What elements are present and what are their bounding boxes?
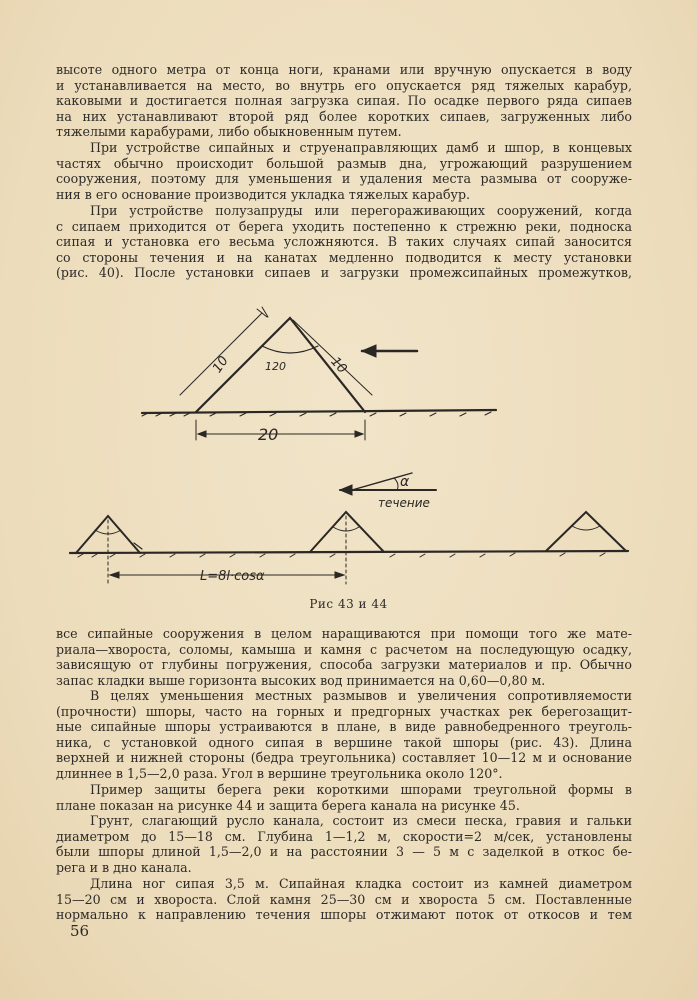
label-angle: 120: [265, 360, 286, 373]
text-line: ния в его основание производится укладка тяжелых карабур.: [56, 186, 471, 202]
label-formula: L=8l·cosα: [200, 569, 265, 584]
text-line: риала—хвороста, соломы, камыша и камня с расчетом на последующую осадку,: [56, 641, 632, 657]
text-line: Длина ног сипая 3,5 м. Сипайная кладка состоит из камней диаметром: [90, 876, 632, 891]
label-side-left: 10: [209, 353, 232, 376]
text-line: 15—20 см и хвороста. Слой камня 25—30 см и хвороста 5 см. Поставленные: [56, 891, 632, 907]
text-line: сипая и установка его весьма усложняются. В таких случаях сипай заносится: [56, 234, 632, 250]
text-line: зависящую от глубины погружения, способа загрузки материалов и пр. Обычно: [56, 657, 632, 673]
text-line: рега и в дно канала.: [56, 859, 192, 875]
text-line: высоте одного метра от конца ноги, кранами или вручную опускается в воду: [56, 62, 632, 77]
paragraph-8: [56, 876, 632, 923]
text-line: ника, с установкой одного сипая в вершине такой шпоры (рис. 43). Длина: [56, 734, 632, 750]
text-line: Пример защиты берега реки короткими шпорами треугольной формы в: [90, 782, 632, 797]
text-line: сооружения, поэтому для уменьшения и удаления места размыва от сооруже-: [56, 171, 632, 187]
paragraph-7: [56, 813, 632, 875]
text-line: тяжелыми карабурами, либо обыкновенным путем.: [56, 124, 402, 140]
text-line: В целях уменьшения местных размывов и увеличения сопротивляемости: [90, 688, 632, 703]
text-line: При устройстве полузапруды или перегораживающих сооружений, когда: [90, 203, 632, 218]
text-line: со стороны течения и на канатах медленно подводится к месту установки: [56, 249, 632, 265]
canal-bank-line: [70, 551, 628, 553]
text-line: ные сипайные шпоры устраиваются в плане, в виде равнобедренного треуголь-: [56, 719, 632, 735]
page-number: 56: [70, 922, 90, 940]
text-line: нормально к направлению течения шпоры отжимают поток от откосов и тем: [56, 907, 632, 923]
paragraph-4: [56, 626, 632, 688]
text-line: длиннее в 1,5—2,0 раза. Угол в вершине треугольника около 120°.: [56, 765, 503, 781]
text-line: на них устанавливают второй ряд более коротких сипаев, загруженных либо: [56, 108, 632, 124]
figure-caption: Рис 43 и 44: [309, 597, 388, 611]
text-line: верхней и нижней стороны (бедра треугольника) составляет 10—12 м и основание: [56, 750, 632, 766]
text-line: все сипайные сооружения в целом наращиваются при помощи того же мате-: [56, 626, 632, 641]
text-line: (прочности) шпоры, часто на горных и предгорных участках рек берегозащит-: [56, 703, 632, 719]
text-line: каковыми и достигается полная загрузка сипая. По осадке первого ряда сипаев: [56, 93, 632, 109]
text-line: плане показан на рисунке 44 и защита берега канала на рисунке 45.: [56, 797, 520, 813]
spur-2: [310, 512, 384, 552]
paragraph-5: [56, 688, 632, 782]
text-line: были шпоры длиной 1,5—2,0 и на расстоянии 3 — 5 м с заделкой в откос бе-: [56, 844, 632, 860]
spur-3: [546, 512, 626, 551]
label-flow: течение: [378, 496, 430, 510]
dimension-right: [293, 320, 372, 395]
label-side-right: 10: [327, 354, 350, 377]
text-line: и устанавливается на место, во внутрь его опускается ряд тяжелых карабур,: [56, 77, 632, 93]
text-line: При устройстве сипайных и струенаправляющих дамб и шпор, в концевых: [90, 140, 632, 155]
dimension-left: [180, 313, 262, 395]
paragraph-6: [56, 782, 632, 813]
label-base: 20: [258, 425, 279, 444]
angle-arc: [262, 346, 318, 353]
text-line: частях обычно происходит большой размыв дна, угрожающий разрушением: [56, 155, 632, 171]
text-line: с сипаем приходится от берега уходить постепенно к стрежню реки, подноска: [56, 218, 632, 234]
text-line: диаметром до 15—18 см. Глубина 1—1,2 м, скорости=2 м/сек, установлены: [56, 828, 632, 844]
text-line: Грунт, слагающий русло канала, состоит из смеси песка, гравия и гальки: [90, 813, 632, 828]
label-alpha: α: [400, 474, 410, 490]
text-line: (рис. 40). После установки сипаев и загрузки промежсипайных промежутков,: [56, 265, 632, 281]
text-line: запас кладки выше горизонта высоких вод принимается на 0,60—0,80 м.: [56, 672, 546, 688]
